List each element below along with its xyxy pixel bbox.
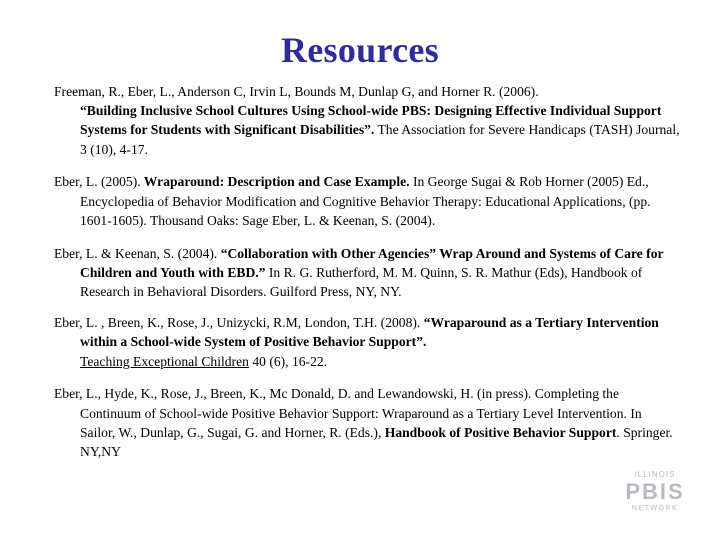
reference-source: . Springer. NY,NY [80,424,673,460]
reference-journal: Teaching Exceptional Children [80,353,249,369]
reference-title: “Building Inclusive School Cultures Using School-wide PBS: Designing Effective Individual Support Systems for Students with Significant Disabilities”. [80,103,662,138]
reference-source: The Association for Severe Handicaps (TASH) Journal, 3 (10), 4-17. [80,122,680,157]
reference-source: In George Sugai & Rob Horner (2005) Ed., Encyclopedia of Behavior Modification and Cognitive Behavior Therapy: Educational Applications, (pp. 1601-1605). Thousand Oaks: Sage Eber, L. & Keenan, S. (2004). [80,174,651,228]
reference-authors: Eber, L. , Breen, K., Rose, J., Unizycki, R.M, London, T.H. (2008). [54,315,421,331]
logo-line-pbis: PBIS [625,479,685,504]
reference-source: 40 (6), 16-22. [248,353,328,369]
reference-authors: Eber, L., Hyde, K., Rose, J., Breen, K., Mc Donald, D. and Lewandowski, H. (in press). Completing the Continuum of School-wide Positive Behavior Support: Wraparound as a Tertiary Level Intervention. In Sailor, W., Dunlap, G., Sugai, G. and Horner, R. (Eds.), [54,386,642,440]
reference-title: “Collaboration with Other Agencies” Wrap Around and Systems of Care for Children and Youth with EBD.” [80,245,664,280]
reference-item [54,172,680,230]
reference-authors: Eber, L. (2005). [54,174,141,190]
reference-item [54,384,680,461]
reference-item [54,313,680,371]
reference-item [54,82,680,159]
logo-line-network: NETWORK [631,505,679,512]
logo-line-illinois: ILLINOIS [634,470,676,479]
reference-title: Wraparound: Description and Case Example. [140,174,410,190]
reference-authors: Freeman, R., Eber, L., Anderson C, Irvin L, Bounds M, Dunlap G, and Horner R. (2006). [54,84,539,99]
reference-item [54,244,680,302]
reference-title: Handbook of Positive Behavior Support [381,424,617,440]
reference-authors: Eber, L. & Keenan, S. (2004). [54,245,218,261]
page-title: Resources [280,30,439,70]
reference-source: In R. G. Rutherford, M. M. Quinn, S. R. Mathur (Eds), Handbook of Research in Behavioral Disorders. Guilford Press, NY, NY. [80,264,643,300]
pbis-network-logo [624,470,686,518]
reference-list [54,82,680,469]
reference-title: “Wraparound as a Tertiary Intervention within a School-wide System of Positive Behavior Support”. [80,315,659,350]
